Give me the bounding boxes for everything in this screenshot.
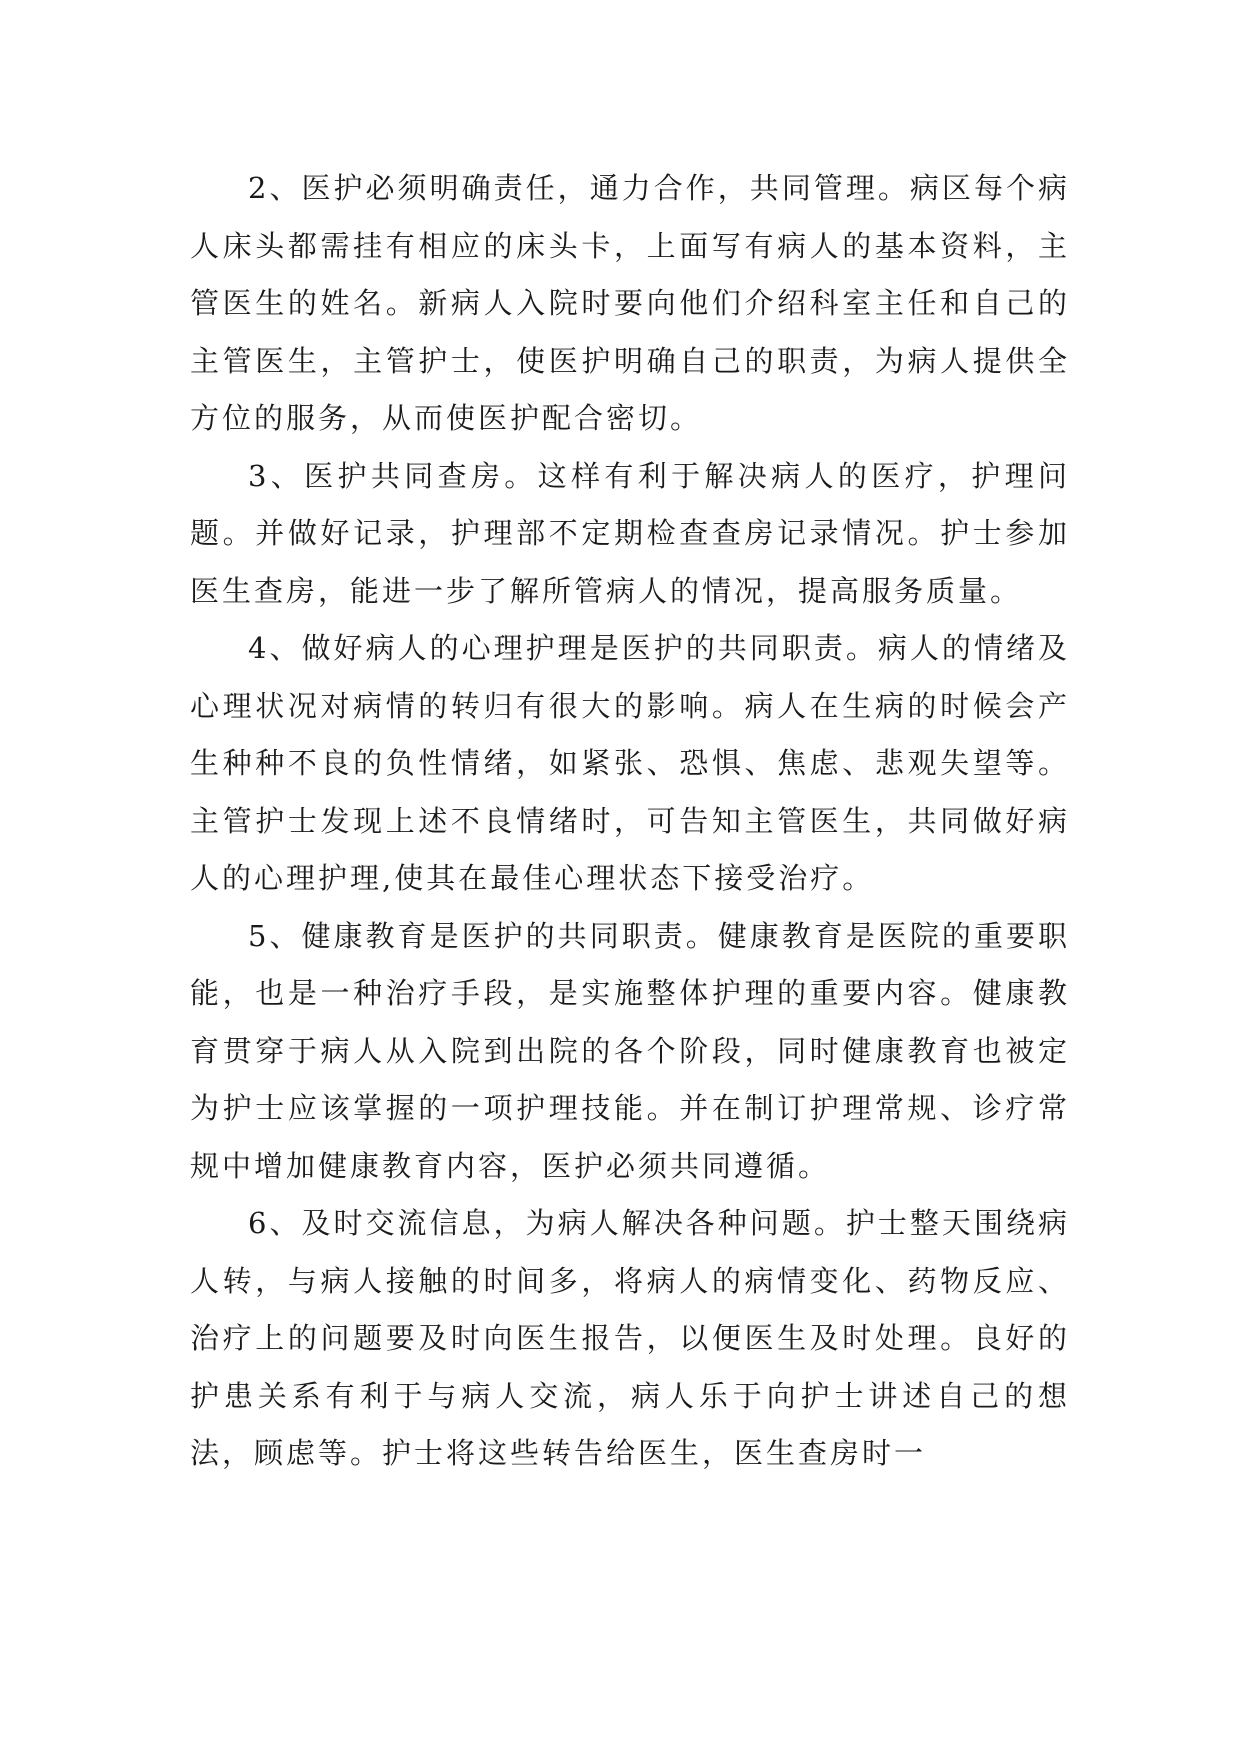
paragraph-item-5: 5、健康教育是医护的共同职责。健康教育是医院的重要职能，也是一种治疗手段，是实施整体护理的重要内容。健康教育贯穿于病人从入院到出院的各个阶段，同时健康教育也被定为护士应该掌握的一项护理技能。并在制订护理常规、诊疗常规中增加健康教育内容，医护必须共同遵循。 bbox=[190, 918, 1070, 1183]
paragraph-item-6: 6、及时交流信息，为病人解决各种问题。护士整天围绕病人转，与病人接触的时间多，将病人的病情变化、药物反应、治疗上的问题要及时向医生报告，以便医生及时处理。良好的护患关系有利于与病人交流，病人乐于向护士讲述自己的想法，顾虑等。护士将这些转告给医生，医生查房时一 bbox=[190, 1206, 1070, 1470]
document-body bbox=[190, 160, 1070, 1483]
paragraph-item-2: 2、医护必须明确责任，通力合作，共同管理。病区每个病人床头都需挂有相应的床头卡，上面写有病人的基本资料，主管医生的姓名。新病人入院时要向他们介绍科室主任和自己的主管医生，主管护士，使医护明确自己的职责，为病人提供全方位的服务，从而使医护配合密切。 bbox=[190, 171, 1070, 435]
paragraph-item-3: 3、医护共同查房。这样有利于解决病人的医疗，护理问题。并做好记录，护理部不定期检查查房记录情况。护士参加医生查房，能进一步了解所管病人的情况，提高服务质量。 bbox=[190, 458, 1070, 608]
paragraph-item-4: 4、做好病人的心理护理是医护的共同职责。病人的情绪及心理状况对病情的转归有很大的影响。病人在生病的时候会产生种种不良的负性情绪，如紧张、恐惧、焦虑、悲观失望等。主管护士发现上述不良情绪时，可告知主管医生，共同做好病人的心理护理,使其在最佳心理状态下接受治疗。 bbox=[190, 631, 1070, 895]
